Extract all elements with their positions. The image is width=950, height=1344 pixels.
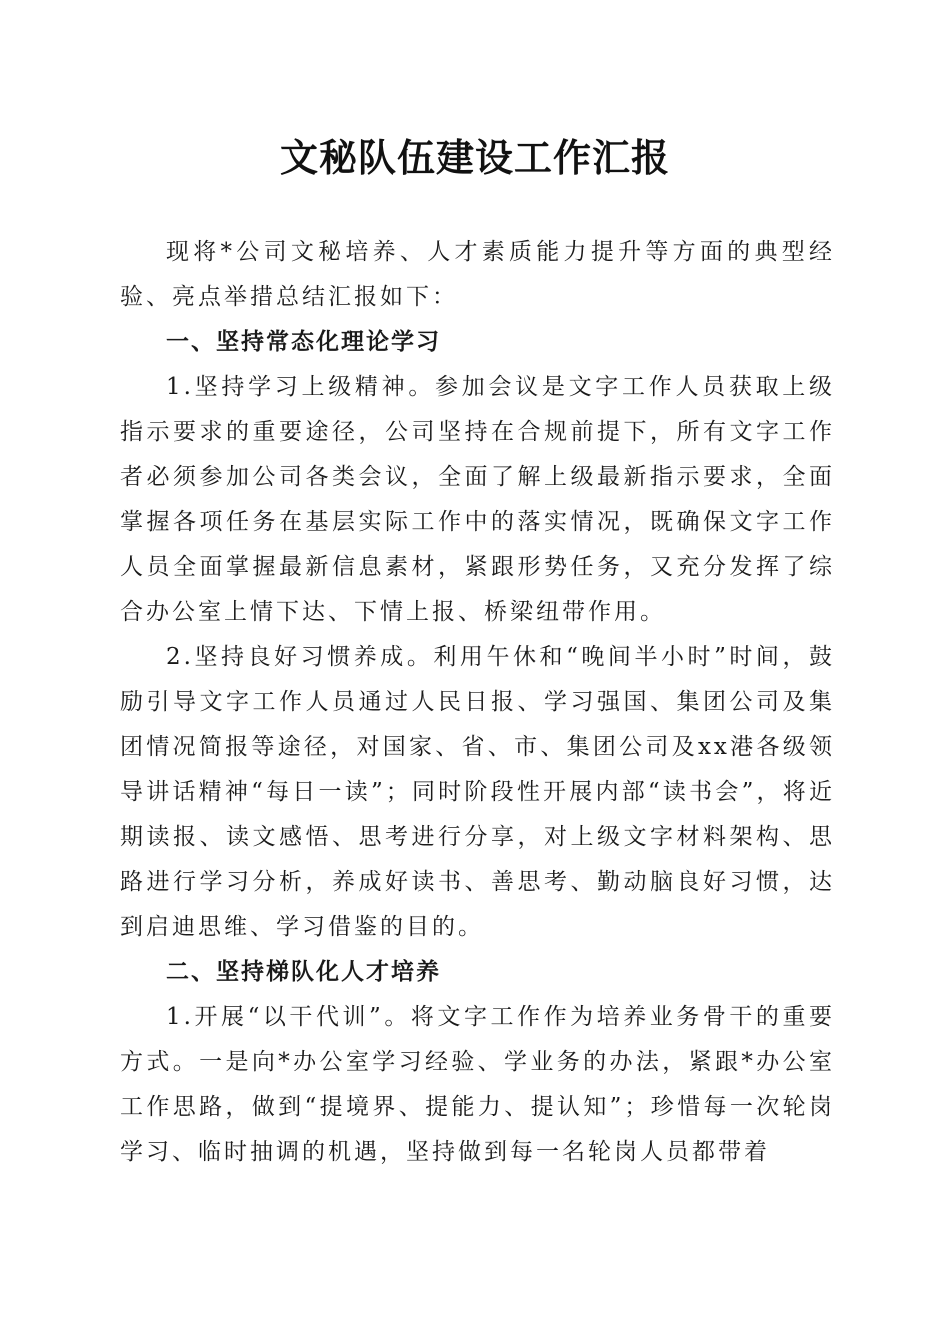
- section-1-paragraph-2: 2.坚持良好习惯养成。利用午休和“晚间半小时”时间，鼓励引导文字工作人员通过人民日报、学习强国、集团公司及集团情况简报等途径，对国家、省、市、集团公司及xx港各级领导讲话精神“每日一读”；同时阶段性开展内部“读书会”，将近期读报、读文感悟、思考进行分享，对上级文字材料架构、思路进行学习分析，养成好读书、善思考、勤动脑良好习惯，达到启迪思维、学习借鉴的目的。: [120, 644, 835, 940]
- intro-paragraph: 现将*公司文秘培养、人才素质能力提升等方面的典型经验、亮点举措总结汇报如下：: [120, 239, 835, 310]
- section-1-heading: 一、坚持常态化理论学习: [166, 329, 441, 355]
- document-body: [120, 230, 835, 1175]
- section-1-paragraph-1: 1.坚持学习上级精神。参加会议是文字工作人员获取上级指示要求的重要途径，公司坚持在合规前提下，所有文字工作者必须参加公司各类会议，全面了解上级最新指示要求，全面掌握各项任务在基层实际工作中的落实情况，既确保文字工作人员全面掌握最新信息素材，紧跟形势任务，又充分发挥了综合办公室上情下达、下情上报、桥梁纽带作用。: [120, 374, 835, 625]
- document-title: 文秘队伍建设工作汇报: [279, 135, 670, 180]
- section-2-heading: 二、坚持梯队化人才培养: [166, 959, 441, 985]
- section-2-paragraph-1: 1.开展“以干代训”。将文字工作作为培养业务骨干的重要方式。一是向*办公室学习经验、学业务的办法，紧跟*办公室工作思路，做到“提境界、提能力、提认知”；珍惜每一次轮岗学习、临时抽调的机遇，坚持做到每一名轮岗人员都带着: [120, 1004, 835, 1165]
